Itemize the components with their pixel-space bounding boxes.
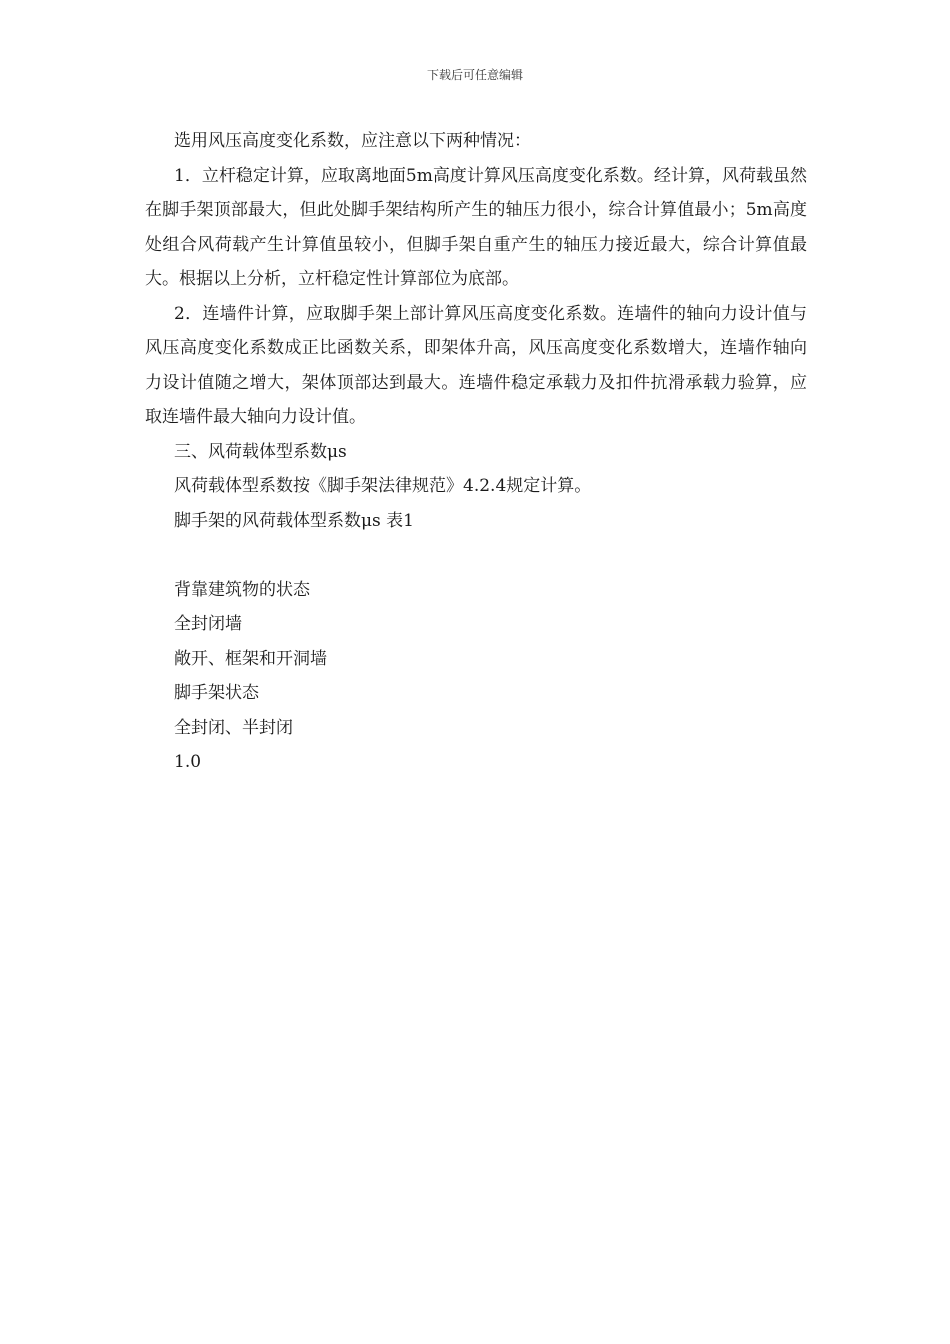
blank-line bbox=[145, 538, 807, 573]
table-cell: 全封闭、半封闭 bbox=[174, 717, 293, 738]
table-caption: 脚手架的风荷载体型系数μs 表1 bbox=[174, 510, 414, 531]
table-cell: 背靠建筑物的状态 bbox=[174, 579, 310, 600]
section-heading: 三、风荷载体型系数μs bbox=[174, 441, 347, 462]
page-header: 下载后可任意编辑 bbox=[426, 68, 523, 82]
section-text: 风荷载体型系数按《脚手架法律规范》4.2.4规定计算。 bbox=[174, 476, 592, 496]
table-cell: 1.0 bbox=[174, 752, 202, 772]
table-cell: 敞开、框架和开洞墙 bbox=[174, 648, 327, 669]
document-body bbox=[145, 124, 807, 780]
item-1-paragraph: 1．立杆稳定计算，应取离地面5m高度计算风压高度变化系数。经计算，风荷载虽然在脚手架顶部最大，但此处脚手架结构所产生的轴压力很小，综合计算值最小；5m高度处组合风荷载产生计算值虽较小，但脚手架自重产生的轴压力接近最大，综合计算值最大。根据以上分析，立杆稳定性计算部位为底部。 bbox=[145, 165, 807, 289]
intro-paragraph: 选用风压高度变化系数，应注意以下两种情况： bbox=[174, 131, 531, 151]
table-cell: 全封闭墙 bbox=[174, 614, 242, 634]
table-cells bbox=[145, 573, 807, 780]
table-cell: 脚手架状态 bbox=[174, 683, 259, 703]
item-2-paragraph: 2．连墙件计算，应取脚手架上部计算风压高度变化系数。连墙件的轴向力设计值与风压高度变化系数成正比函数关系，即架体升高，风压高度变化系数增大，连墙作轴向力设计值随之增大，架体顶部达到最大。连墙件稳定承载力及扣件抗滑承载力验算，应取连墙件最大轴向力设计值。 bbox=[145, 303, 807, 427]
